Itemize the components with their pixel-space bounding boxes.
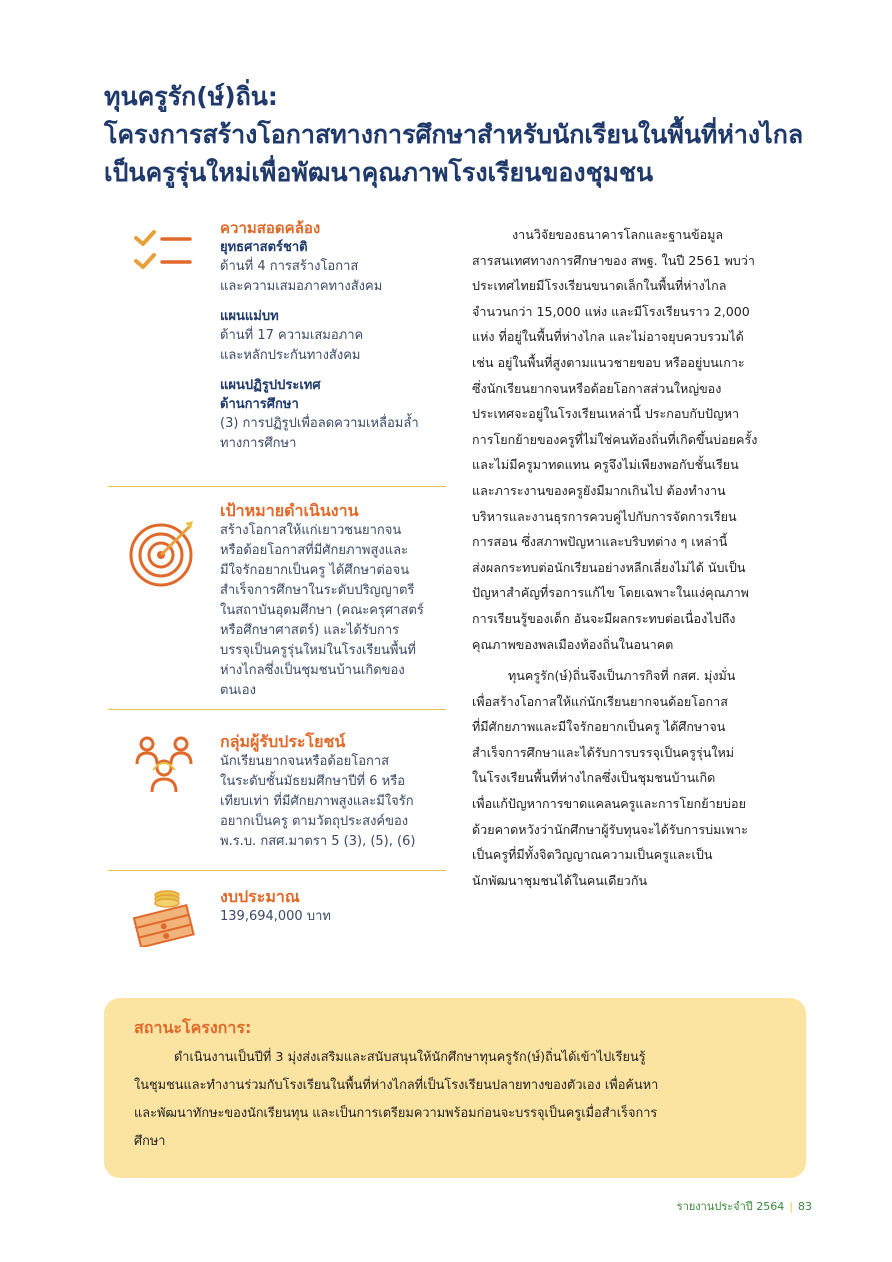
left-column (108, 218, 446, 947)
goal-line: ห่างไกลซึ่งเป็นชุมชนบ้านเกิดของ (220, 663, 405, 678)
paragraph-1 (472, 222, 810, 657)
page-number: 83 (798, 1200, 812, 1213)
page-title (104, 78, 844, 192)
paragraph-line: ด้วยคาดหวังว่านักศึกษาผู้รับทุนจะได้รับการบ่มเพาะ (472, 821, 748, 837)
paragraph-line: ประเทศไทยมีโรงเรียนขนาดเล็กในพื้นที่ห่างไกล (472, 278, 727, 294)
paragraph-line: ที่มีศักยภาพและมีใจรักอยากเป็นครู ได้ศึกษาจน (472, 719, 726, 735)
masterplan-line-2: และหลักประกันทางสังคม (220, 348, 361, 363)
paragraph-line: จำนวนกว่า 15,000 แห่ง และมีโรงเรียนราว 2,000 (472, 303, 750, 319)
title-line-2: โครงการสร้างโอกาสทางการศึกษาสำหรับนักเรียนในพื้นที่ห่างไกล (104, 120, 804, 149)
paragraph-line: ปัญหาสำคัญที่รอการแก้ไข โดยเฉพาะในแง่คุณภาพ (472, 585, 749, 601)
paragraph-line: คุณภาพของพลเมืองท้องถิ่นในอนาคต (472, 636, 674, 652)
goal-line: ในสถาบันอุดมศึกษา (คณะครุศาสตร์ (220, 603, 424, 618)
title-line-3: เป็นครูรุ่นใหม่เพื่อพัฒนาคุณภาพโรงเรียนของชุมชน (104, 158, 654, 187)
goal-line: หรือศึกษาศาสตร์) และได้รับการ (220, 623, 400, 638)
beneficiary-line: เทียบเท่า ที่มีศักยภาพสูงและมีใจรัก (220, 794, 414, 809)
divider-1 (108, 486, 446, 487)
alignment-section (108, 218, 446, 472)
people-group-icon (108, 732, 220, 852)
budget-heading: งบประมาณ (220, 887, 300, 906)
masterplan-line-1: ด้านที่ 17 ความเสมอภาค (220, 328, 364, 343)
goal-line: หรือด้อยโอกาสที่มีศักยภาพสูงและ (220, 543, 409, 558)
paragraph-line: และภาระงานของครูยังมีมากเกินไป ต้องทำงาน (472, 482, 726, 498)
beneficiary-line: นักเรียนยากจนหรือด้อยโอกาส (220, 754, 390, 769)
paragraph-line: เพื่อแก้ปัญหาการขาดแคลนครูและการโยกย้ายบ่อย (472, 796, 746, 812)
divider-2 (108, 709, 446, 710)
goal-heading: เป้าหมายดำเนินงาน (220, 501, 359, 520)
beneficiary-heading: กลุ่มผู้รับประโยชน์ (220, 732, 346, 751)
status-heading: สถานะโครงการ: (134, 1018, 252, 1037)
paragraph-line: การเรียนรู้ของเด็ก อันจะมีผลกระทบต่อเนื่องไปถึง (472, 610, 736, 626)
strategy-line-2: และความเสมอภาคทางสังคม (220, 279, 383, 294)
budget-text (220, 887, 446, 947)
status-line: ในชุมชนและทำงานร่วมกับโรงเรียนในพื้นที่ห่างไกลที่เป็นโรงเรียนปลายทางของตัวเอง เพื่อค้นหา (134, 1078, 659, 1093)
paragraph-line: ส่งผลกระทบต่อนักเรียนอย่างหลีกเลี่ยงไม่ได้ นับเป็น (472, 559, 746, 575)
beneficiary-section (108, 732, 446, 852)
paragraph-line: การโยกย้ายของครูที่ไม่ใช่คนท้องถิ่นที่เกิดขึ้นบ่อยครั้ง (472, 431, 758, 447)
paragraph-line: ในโรงเรียนพื้นที่ห่างไกลซึ่งเป็นชุมชนบ้านเกิด (472, 770, 716, 786)
paragraph-line: เป็นครูที่มีทั้งจิตวิญญาณความเป็นครูและเป็น (472, 847, 713, 863)
paragraph-2 (472, 663, 810, 893)
paragraph-line: งานวิจัยของธนาคารโลกและฐานข้อมูล (512, 227, 724, 242)
status-line: และพัฒนาทักษะของนักเรียนทุน และเป็นการเตรียมความพร้อมก่อนจะบรรจุเป็นครูเมื่อสำเร็จการ (134, 1106, 658, 1121)
strategy-line-1: ด้านที่ 4 การสร้างโอกาส (220, 259, 359, 274)
beneficiary-line: ในระดับชั้นมัธยมศึกษาปีที่ 6 หรือ (220, 774, 406, 789)
budget-amount: 139,694,000 บาท (220, 909, 331, 924)
paragraph-line: เพื่อสร้างโอกาสให้แก่นักเรียนยากจนด้อยโอกาส (472, 693, 728, 709)
reform-line-1: (3) การปฏิรูปเพื่อลดความเหลื่อมล้ำ (220, 416, 419, 431)
target-icon (108, 501, 220, 701)
report-title: รายงานประจำปี 2564 (676, 1200, 785, 1213)
budget-section (108, 887, 446, 947)
paragraph-line: นักพัฒนาชุมชนได้ในคนเดียวกัน (472, 872, 648, 888)
goal-line: บรรจุเป็นครูรุ่นใหม่ในโรงเรียนพื้นที่ (220, 643, 416, 658)
beneficiary-line: อยากเป็นครู ตามวัตถุประสงค์ของ (220, 814, 409, 829)
footer-separator: | (789, 1200, 793, 1213)
alignment-heading: ความสอดคล้อง (220, 219, 321, 237)
masterplan-title: แผนแม่บท (220, 309, 279, 324)
status-body (134, 1044, 776, 1156)
divider-3 (108, 870, 446, 871)
alignment-text (220, 218, 446, 472)
status-line: ดำเนินงานเป็นปีที่ 3 มุ่งส่งเสริมและสนับสนุนให้นักศึกษาทุนครูรัก(ษ์)ถิ่นได้เข้าไปเรียนรู้ (174, 1050, 646, 1065)
body-text (472, 222, 810, 893)
paragraph-line: เช่น อยู่ในพื้นที่สูงตามแนวชายขอบ หรืออยู่บนเกาะ (472, 354, 745, 370)
goal-text (220, 501, 446, 701)
goal-line: สร้างโอกาสให้แก่เยาวชนยากจน (220, 523, 402, 538)
money-stack-icon (108, 887, 220, 947)
goal-section (108, 501, 446, 701)
goal-line: ตนเอง (220, 683, 256, 698)
strategy-title: ยุทธศาสตร์ชาติ (220, 240, 308, 255)
paragraph-line: ซึ่งนักเรียนยากจนหรือด้อยโอกาสส่วนใหญ่ของ (472, 380, 722, 396)
beneficiary-text (220, 732, 446, 852)
reform-line-2: ทางการศึกษา (220, 436, 297, 451)
reform-title-1: แผนปฏิรูปประเทศ (220, 378, 321, 393)
paragraph-line: และไม่มีครูมาทดแทน ครูจึงไม่เพียงพอกับชั้นเรียน (472, 457, 739, 473)
paragraph-line: ทุนครูรัก(ษ์)ถิ่นจึงเป็นภารกิจที่ กสศ. มุ่งมั่น (508, 668, 736, 684)
project-status-box (104, 998, 806, 1178)
goal-line: มีใจรักอยากเป็นครู ได้ศึกษาต่อจน (220, 563, 410, 578)
paragraph-line: แห่ง ที่อยู่ในพื้นที่ห่างไกล และไม่อาจยุบควบรวมได้ (472, 329, 744, 345)
checklist-icon (108, 218, 220, 472)
paragraph-line: ประเทศจะอยู่ในโรงเรียนเหล่านี้ ประกอบกับปัญหา (472, 406, 740, 422)
paragraph-line: สำเร็จการศึกษาและได้รับการบรรจุเป็นครูรุ่นใหม่ (472, 744, 735, 760)
beneficiary-line: พ.ร.บ. กสศ.มาตรา 5 (3), (5), (6) (220, 834, 416, 849)
title-line-1: ทุนครูรัก(ษ์)ถิ่น: (104, 82, 278, 111)
status-line: ศึกษา (134, 1134, 166, 1149)
paragraph-line: บริหารและงานธุรการควบคู่ไปกับการจัดการเรียน (472, 508, 737, 524)
paragraph-line: การสอน ซึ่งสภาพปัญหาและบริบทต่าง ๆ เหล่านี้ (472, 534, 728, 550)
reform-title-2: ด้านการศึกษา (220, 397, 299, 412)
page-footer (677, 1197, 812, 1215)
paragraph-line: สารสนเทศทางการศึกษาของ สพฐ. ในปี 2561 พบว่า (472, 252, 755, 268)
goal-line: สำเร็จการศึกษาในระดับปริญญาตรี (220, 583, 415, 598)
